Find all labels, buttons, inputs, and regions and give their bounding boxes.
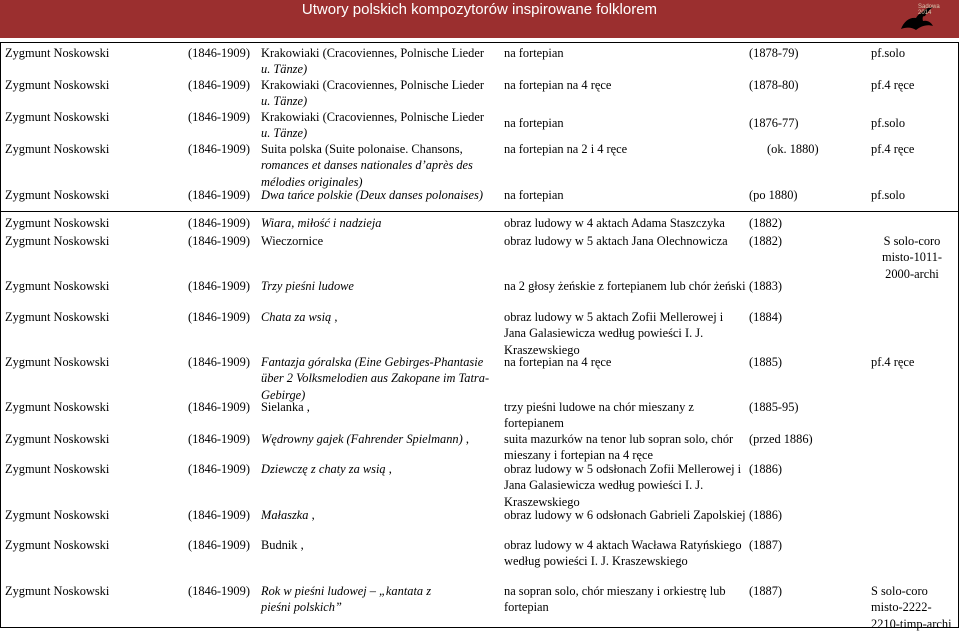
notes-cell: pf.solo [871, 46, 906, 60]
header-banner [0, 0, 959, 38]
date-cell: (1882) [749, 216, 783, 230]
years-cell: (1846-1909) [188, 279, 250, 293]
years-cell: (1846-1909) [188, 432, 250, 446]
scoring-cell: obraz ludowy w 5 odsłonach Zofii Mellerowej i Jana Galasiewicza według powieści I. J. Kraszewskiego [504, 462, 742, 509]
date-cell: (1882) [749, 234, 783, 248]
logo-text: Sadowa 2014 [918, 4, 940, 16]
notes-cell: S solo-coro misto-1011-2000-archi [881, 234, 943, 281]
title-cell: Suita polska (Suite polonaise. Chansons, romances et danses nationales d’après des mélodies originales) [261, 142, 473, 189]
composer-cell: Zygmunt Noskowski [5, 46, 110, 60]
date-cell: (1885) [749, 355, 783, 369]
scoring-cell: na 2 głosy żeńskie z fortepianem lub chór żeński [504, 279, 746, 293]
composer-cell: Zygmunt Noskowski [5, 400, 110, 414]
scoring-cell: na fortepian [504, 116, 564, 130]
composer-cell: Zygmunt Noskowski [5, 432, 110, 446]
scoring-cell: na sopran solo, chór mieszany i orkiestrę lub fortepian [504, 584, 726, 615]
scoring-cell: na fortepian [504, 188, 564, 202]
scoring-cell: trzy pieśni ludowe na chór mieszany z fortepianem [504, 400, 694, 431]
works-table [0, 42, 959, 631]
notes-cell: pf.solo [871, 188, 906, 202]
table-row [1, 107, 958, 141]
scoring-cell: obraz ludowy w 5 aktach Zofii Mellerowej i Jana Galasiewicza według powieści I. J. Kraszewskiego [504, 310, 724, 357]
table-row [1, 276, 958, 310]
title-cell: Krakowiaki (Cracoviennes, Polnische Lieder u. Tänze) [261, 110, 484, 141]
title-cell: Dwa tańce polskie (Deux danses polonaises) [261, 188, 483, 202]
years-cell: (1846-1909) [188, 508, 250, 522]
table-row [1, 581, 958, 629]
date-cell: (1887) [749, 584, 783, 598]
composer-cell: Zygmunt Noskowski [5, 462, 110, 476]
scoring-cell: na fortepian na 4 ręce [504, 355, 612, 369]
date-cell: (po 1880) [749, 188, 798, 202]
composer-cell: Zygmunt Noskowski [5, 110, 110, 124]
composer-cell: Zygmunt Noskowski [5, 538, 110, 552]
date-cell: (1878-79) [749, 46, 799, 60]
notes-cell: pf.4 ręce [871, 78, 915, 92]
table-row [1, 459, 958, 509]
date-cell: (1885-95) [749, 400, 799, 414]
scoring-cell: na fortepian [504, 46, 564, 60]
notes-cell: pf.solo [871, 116, 906, 130]
date-cell: (1884) [749, 310, 783, 324]
years-cell: (1846-1909) [188, 355, 250, 369]
composer-cell: Zygmunt Noskowski [5, 310, 110, 324]
table-row [1, 231, 958, 281]
scoring-cell: na fortepian na 4 ręce [504, 78, 612, 92]
title-cell: Wieczornice [261, 234, 324, 248]
table-row [1, 429, 958, 463]
date-cell: (1883) [749, 279, 783, 293]
table-row [1, 535, 958, 585]
table-row [1, 185, 958, 212]
scoring-cell: obraz ludowy w 4 aktach Adama Staszczyka [504, 216, 725, 230]
years-cell: (1846-1909) [188, 110, 250, 124]
date-cell: (przed 1886) [749, 432, 813, 446]
table-row [1, 43, 958, 77]
table-row [1, 397, 958, 431]
composer-cell: Zygmunt Noskowski [5, 188, 110, 202]
date-cell: (1878-80) [749, 78, 799, 92]
table-row [1, 352, 958, 402]
composer-cell: Zygmunt Noskowski [5, 78, 110, 92]
title-cell: Fantazja góralska (Eine Gebirges-Phantasie über 2 Volksmelodien aus Zakopane im Tatra-Gebirge) [261, 355, 490, 402]
years-cell: (1846-1909) [188, 462, 250, 476]
title-cell: Trzy pieśni ludowe [261, 279, 354, 293]
composer-cell: Zygmunt Noskowski [5, 279, 110, 293]
years-cell: (1846-1909) [188, 142, 250, 156]
title-cell: Chata za wsią , [261, 310, 338, 324]
years-cell: (1846-1909) [188, 234, 250, 248]
title-cell: Krakowiaki (Cracoviennes, Polnische Lieder u. Tänze) [261, 78, 484, 109]
years-cell: (1846-1909) [188, 310, 250, 324]
title-cell: Sielanka , [261, 400, 310, 414]
logo [896, 3, 946, 35]
date-cell: (1876-77) [749, 116, 799, 130]
composer-cell: Zygmunt Noskowski [5, 234, 110, 248]
years-cell: (1846-1909) [188, 584, 250, 598]
notes-cell: pf.4 ręce [871, 142, 915, 156]
title-cell: Budnik , [261, 538, 304, 552]
years-cell: (1846-1909) [188, 188, 250, 202]
years-cell: (1846-1909) [188, 400, 250, 414]
composer-cell: Zygmunt Noskowski [5, 216, 110, 230]
scoring-cell: obraz ludowy w 4 aktach Wacława Ratyńskiego według powieści I. J. Kraszewskiego [504, 538, 742, 569]
years-cell: (1846-1909) [188, 46, 250, 60]
years-cell: (1846-1909) [188, 538, 250, 552]
table-row [1, 307, 958, 357]
composer-cell: Zygmunt Noskowski [5, 142, 110, 156]
title-cell: Rok w pieśni ludowej – „kantata z pieśni polskich” [261, 584, 432, 615]
years-cell: (1846-1909) [188, 78, 250, 92]
composer-cell: Zygmunt Noskowski [5, 355, 110, 369]
date-cell: (1887) [749, 538, 783, 552]
notes-cell: S solo-coro misto-2222-2210-timp-archi [871, 584, 952, 631]
table-row [1, 75, 958, 109]
title-cell: Wiara, miłość i nadzieja [261, 216, 382, 230]
title-cell: Małaszka , [261, 508, 315, 522]
date-cell: (1886) [749, 508, 783, 522]
table-row [1, 505, 958, 539]
notes-cell: pf.4 ręce [871, 355, 915, 369]
page-title: Utwory polskich kompozytorów inspirowane folklorem [301, 1, 658, 18]
composer-cell: Zygmunt Noskowski [5, 508, 110, 522]
years-cell: (1846-1909) [188, 216, 250, 230]
title-cell: Krakowiaki (Cracoviennes, Polnische Lieder u. Tänze) [261, 46, 484, 77]
date-cell: (1886) [749, 462, 783, 476]
composer-cell: Zygmunt Noskowski [5, 584, 110, 598]
date-cell: (ok. 1880) [767, 142, 819, 156]
scoring-cell: obraz ludowy w 5 aktach Jana Olechnowicza [504, 234, 728, 248]
title-cell: Dziewczę z chaty za wsią , [261, 462, 392, 476]
table-row [1, 139, 958, 189]
table-row [1, 213, 958, 233]
title-cell: Wędrowny gajek (Fahrender Spielmann) , [261, 432, 469, 446]
scoring-cell: na fortepian na 2 i 4 ręce [504, 142, 628, 156]
scoring-cell: suita mazurków na tenor lub sopran solo, chór mieszany i fortepian na 4 ręce [504, 432, 734, 463]
scoring-cell: obraz ludowy w 6 odsłonach Gabrieli Zapolskiej [504, 508, 746, 522]
